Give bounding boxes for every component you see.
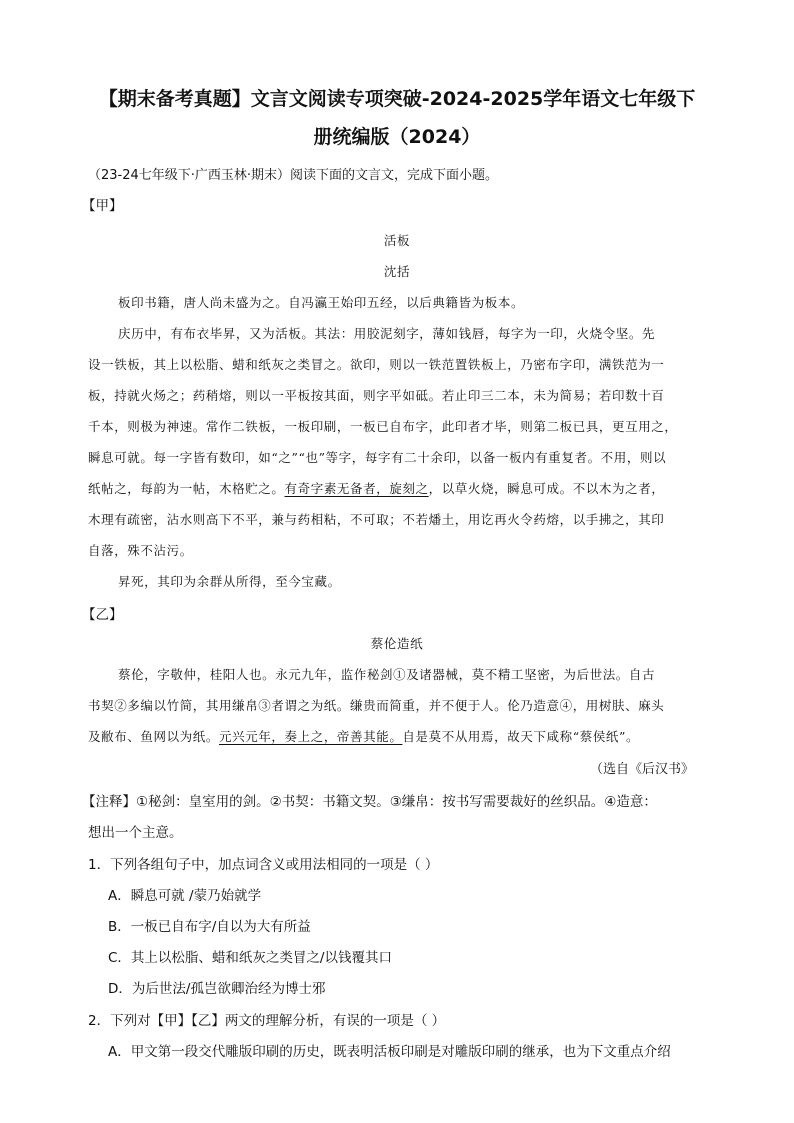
- question-option: A．瞬息可就 /蒙乃始就学: [108, 888, 262, 904]
- jia-line: 板，持就火炀之；药稍熔，则以一平板按其面，则字平如砥。若止印三二本，未为简易；若印数十百: [88, 388, 665, 403]
- question-option: C．其上以松脂、蜡和纸灰之类冒之/以钱覆其口: [108, 950, 392, 966]
- intro-text: （23-24七年级下·广西玉林·期末）阅读下面的文言文，完成下面小题。: [88, 168, 499, 183]
- question-option: D．为后世法/孤岂欲卿治经为博士邪: [108, 981, 326, 997]
- jia-line-underlined: [88, 479, 664, 497]
- question-option: A．甲文第一段交代雕版印刷的历史，既表明活板印刷是对雕版印刷的继承，也为下文重点介绍: [108, 1044, 671, 1060]
- underlined-sentence: 有奇字素无备者，旋刻之: [284, 481, 429, 496]
- yi-line-underlined: [88, 727, 639, 745]
- yi-text: 自是莫不从用焉，故天下咸称“蔡侯纸”。: [402, 729, 640, 744]
- jia-text: ，以草火烧，瞬息可成。不以木为之者，: [428, 481, 665, 496]
- notes-line-2: 想出一个主意。: [88, 825, 183, 841]
- title-line-1: 【期末备考真题】文言文阅读专项突破-2024-2025学年语文七年级下: [98, 88, 696, 110]
- underlined-sentence: 元兴元年，奏上之，帝善其能。: [219, 729, 403, 744]
- jia-line: 自落，殊不沾污。: [88, 543, 193, 558]
- yi-label: 【乙】: [82, 607, 123, 623]
- jia-line: 昇死，其印为余群从所得，至今宝藏。: [118, 574, 341, 589]
- document-title: [60, 80, 734, 156]
- jia-heading: 活板: [383, 233, 411, 248]
- jia-line: 瞬息可就。每一字皆有数印，如“之”“也”等字，每字有二十余印，以备一板内有重复者。不用，则以: [88, 450, 667, 465]
- jia-line: 庆历中，有布衣毕昇，又为活板。其法：用胶泥刻字，薄如钱唇，每字为一印，火烧令坚。先: [118, 326, 656, 341]
- question-option: B．一板已自布字/自以为大有所益: [108, 919, 311, 935]
- jia-text: 纸帖之，每韵为一帖，木格贮之。: [88, 481, 285, 496]
- question-stem: 1．下列各组句子中，加点词含义或用法相同的一项是（ ）: [88, 857, 439, 873]
- yi-heading: 蔡伦造纸: [370, 636, 424, 651]
- jia-label: 【甲】: [82, 198, 123, 214]
- jia-line: 板印书籍，唐人尚未盛为之。自冯瀛王始印五经，以后典籍皆为板本。: [118, 295, 525, 310]
- jia-line: 木理有疏密，沾水则高下不平，兼与药相粘，不可取；不若燔土，用讫再火令药熔，以手拂之，其印: [88, 512, 665, 527]
- jia-line: 设一铁板，其上以松脂、蜡和纸灰之类冒之。欲印，则以一铁范置铁板上，乃密布字印，满铁范为一: [88, 357, 665, 372]
- yi-text: 及敝布、鱼网以为纸。: [88, 729, 220, 744]
- yi-line: 书契②多编以竹简，其用缣帛③者谓之为纸。缣贵而简重，并不便于人。伦乃造意④，用树肤、麻头: [88, 698, 665, 713]
- notes-line-1: 【注释】①秘剑：皇室用的剑。②书契：书籍文契。③缣帛：按书写需要裁好的丝织品。④造意：: [82, 794, 657, 810]
- jia-line: 千本，则极为神速。常作二铁板，一板印刷，一板已自布字，此印者才毕，则第二板已具，更互用之，: [88, 419, 678, 434]
- title-line-2: 册统编版（2024）: [313, 126, 481, 148]
- yi-line: 蔡伦，字敬仲，桂阳人也。永元九年，监作秘剑①及诸器械，莫不精工坚密，为后世法。自古: [118, 667, 656, 682]
- yi-source: （选自《后汉书》: [589, 762, 694, 777]
- question-stem: 2．下列对【甲】【乙】两文的理解分析，有误的一项是（ ）: [88, 1013, 446, 1029]
- jia-author: 沈括: [383, 264, 411, 279]
